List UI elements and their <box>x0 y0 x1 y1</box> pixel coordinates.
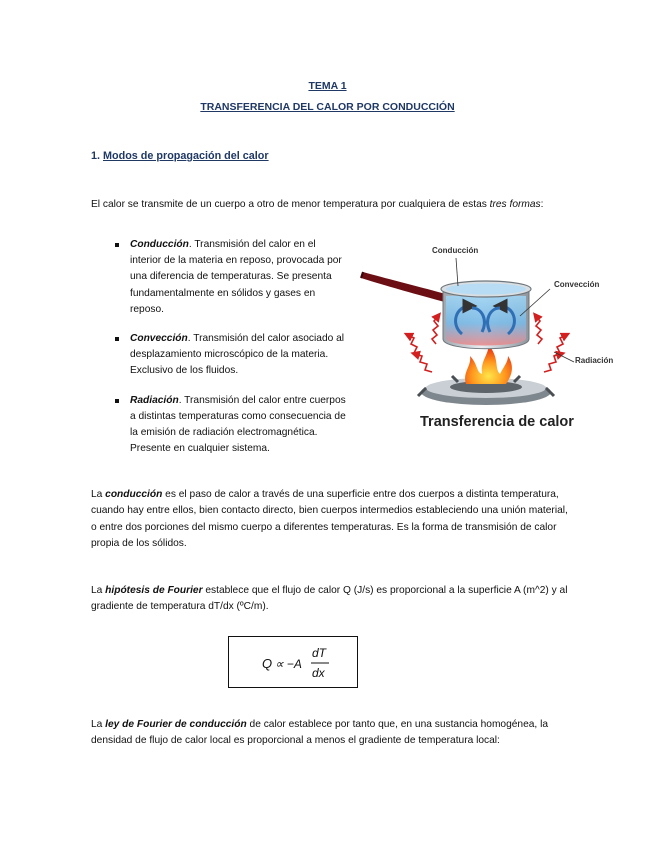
list-item <box>112 393 347 458</box>
heat-transfer-figure <box>358 234 614 439</box>
section-number: 1. <box>91 150 101 162</box>
list-item <box>112 237 347 318</box>
pot-on-stove-illustration <box>358 234 614 439</box>
bullet-text: . Transmisión del calor entre cuerpos a distintas temperaturas como consecuencia de la emisión de radiación electromagnética. Presente en cualquier sistema. <box>130 394 346 455</box>
conduction-paragraph <box>91 487 569 553</box>
fourier-law-paragraph <box>91 717 569 750</box>
eq-denominator: dx <box>312 666 325 680</box>
eq-numerator: dT <box>312 646 327 660</box>
bullet-text: . Transmisión del calor asociado al desplazamiento microscópico de la materia. Exclusivo de los fluidos. <box>130 333 345 377</box>
conduction-pre: La <box>91 489 106 500</box>
conduction-term: conducción <box>105 489 163 500</box>
intro-paragraph <box>91 197 551 213</box>
bullet-term: Radiación <box>130 394 179 406</box>
label-radiacion: Radiación <box>575 356 614 365</box>
bullet-term: Conducción <box>130 239 189 250</box>
label-conduccion: Conducción <box>432 246 479 255</box>
section-heading <box>91 150 269 162</box>
fourier-hypothesis-paragraph <box>91 583 569 616</box>
fourier-text: establece que el flujo de calor Q (J/s) es proporcional a la superficie A (m^2) y al gradiente de temperatura dT/dx (ºC/m). <box>91 585 568 613</box>
bullet-text: . Transmisión del calor en el interior de la materia en reposo, provocada por una diferencia de temperaturas. Se presenta fundamentalmente en sólidos y gases en reposo. <box>130 239 342 315</box>
label-conveccion: Convección <box>554 280 600 289</box>
intro-text: El calor se transmite de un cuerpo a otro de menor temperatura por cualquiera de estas <box>91 199 490 210</box>
fourier-equation-box <box>228 636 358 688</box>
bullet-term: Convección <box>130 333 188 345</box>
fourier-equation <box>229 637 357 687</box>
bullet-icon <box>115 337 119 341</box>
bullet-icon <box>115 399 119 403</box>
section-title: Modos de propagación del calor <box>103 150 269 162</box>
doc-tema: TEMA 1 <box>308 80 347 92</box>
law-pre: La <box>91 719 106 730</box>
modes-list <box>112 237 347 470</box>
figure-caption: Transferencia de calor <box>420 414 574 430</box>
intro-emphasis: tres formas <box>489 199 541 210</box>
eq-rel: ∝ −A <box>275 657 302 671</box>
eq-lhs: Q <box>262 656 273 671</box>
fourier-pre: La <box>91 585 106 596</box>
fourier-term: hipótesis de Fourier <box>105 585 203 596</box>
bullet-icon <box>115 243 119 247</box>
list-item <box>112 331 347 380</box>
intro-end: : <box>540 199 544 210</box>
law-term: ley de Fourier de conducción <box>105 719 247 730</box>
law-text: de calor establece por tanto que, en una sustancia homogénea, la densidad de flujo de calor local es proporcional a menos el gradiente de temperatura local: <box>91 719 549 747</box>
doc-subtitle: TRANSFERENCIA DEL CALOR POR CONDUCCIÓN <box>200 101 455 113</box>
conduction-text: es el paso de calor a través de una superficie entre dos cuerpos a distinta temperatura, cuando hay entre ellos, bien contacto directo, bien cuerpos intermedios estableciendo una unión material, o entre dos porciones del mismo cuerpo a diferentes temperaturas. Es la forma de transmisión de calor propia de los sólidos. <box>91 489 568 550</box>
